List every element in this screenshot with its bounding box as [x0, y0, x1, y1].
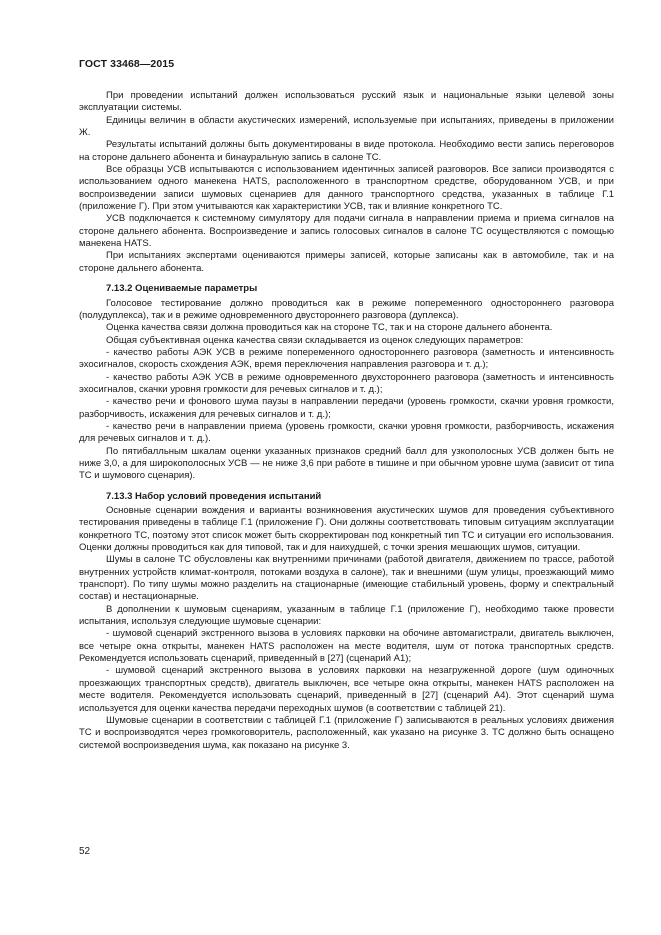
section-heading: 7.13.2 Оцениваемые параметры — [106, 283, 258, 295]
paragraph: Голосовое тестирование должно проводиться как в режиме попеременного одностороннего разговора (полудуплекса), так и в режиме одновременного двустороннего разговора (дуплекса). — [79, 297, 614, 321]
paragraph: В дополнении к шумовым сценариям, указанным в таблице Г.1 (приложение Г), необходимо также провести испытания, используя следующие шумовые сценарии: — [79, 603, 614, 628]
paragraph: Оценка качества связи должна проводиться как на стороне ТС, так и на стороне дальнего абонента. — [106, 322, 553, 334]
list-item: - качество работы АЭК УСВ в режиме попеременного одностороннего разговора (заметность и интенсивность эхосигналов, скорость схождения АЭК, время переключения направления разговора и т. д.); — [79, 346, 614, 371]
list-item: - качество речи в направлении приема (уровень громкости, скачки уровня громкости, разборчивость, искажения для речевых сигналов и т. д.). — [79, 420, 614, 445]
list-item: - шумовой сценарий экстренного вызова в условиях парковки на обочине автомагистрали, двигатель выключен, все четыре окна открыты, манекен HATS расположен на месте водителя, шум от потока транспортных средств. Рекомендуется использовать сценарий, приведенный в [27] (сценарий А1); — [79, 628, 614, 665]
paragraph: Шумы в салоне ТС обусловлены как внутренними причинами (работой двигателя, движением по трассе, работой внутренних устройств климат-контроля, потоками воздуха в салоне), так и внешними (шум улицы, проезжающий мимо транспорт). По типу шумы можно разделить на стационарные (имеющие стабильный уровень, форму и спектральный состав) и нестационарные. — [79, 554, 614, 603]
paragraph: Единицы величин в области акустических измерений, используемые при испытаниях, приведены в приложении Ж. — [79, 114, 614, 139]
document-body — [79, 90, 614, 752]
paragraph: Общая субъективная оценка качества связи складывается из оценок следующих параметров: — [106, 334, 524, 346]
paragraph: УСВ подключается к системному симулятору для подачи сигнала в направлении приема и приема сигналов на стороне дальнего абонента. Воспроизведение и запись голосовых сигналов в салоне ТС осуществляются с помощью манекена HATS. — [79, 213, 614, 250]
document-header: ГОСТ 33468—2015 — [79, 58, 175, 70]
paragraph: При испытаниях экспертами оцениваются примеры записей, которые записаны как в автомобиле, так и на стороне дальнего абонента. — [79, 250, 614, 274]
list-item: - качество работы АЭК УСВ в режиме одновременного двухстороннего разговора (заметность и интенсивность эхосигналов, скачки уровня громкости для речевых сигналов и т. д.); — [79, 371, 614, 395]
page-number: 52 — [79, 846, 91, 857]
list-item: - качество речи и фонового шума паузы в направлении передачи (уровень громкости, скачки уровня громкости, разборчивость, искажения для речевых сигналов и т. д.); — [79, 396, 614, 420]
paragraph: При проведении испытаний должен использоваться русский язык и национальные языки целевой зоны эксплуатации системы. — [79, 90, 614, 114]
list-item: - шумовой сценарий экстренного вызова в условиях парковки на незагруженной дороге (шум одиночных проезжающих транспортных средств), двигатель выключен, все четыре окна открыты, манекен HATS расположен на месте водителя. Рекомендуется использовать сценарий, приведенный в [27] (сценарий А4). Этот сценарий шума используется для оценки качества передачи переходных шумов (в соответствии с таблицей 21). — [79, 665, 614, 714]
section-heading: 7.13.3 Набор условий проведения испытаний — [106, 490, 322, 502]
paragraph: По пятибалльным шкалам оценки указанных признаков средний балл для узкополосных УСВ должен быть не ниже 3,0, а для широкополосных УСВ — не ниже 3,6 при работе в тишине и при обычном уровне шума (зависит от типа ТС и шумового сценария). — [79, 445, 614, 482]
paragraph: Основные сценарии вождения и варианты возникновения акустических шумов для проведения субъективного тестирования приведены в таблице Г.1 (приложение Г). Они должны соответствовать типовым ситуациям эксплуатации конкретного ТС, поэтому этот список может быть скорректирован под конкретный тип ТС и ситуации его использования. Оценки должны проводиться как для типовой, так и для наихудшей, с точки зрения мешающих шумов, ситуации. — [79, 505, 614, 554]
paragraph: Результаты испытаний должны быть документированы в виде протокола. Необходимо вести запись переговоров на стороне дальнего абонента и бинауральную запись в салоне ТС. — [79, 139, 614, 163]
paragraph: Все образцы УСВ испытываются с использованием идентичных записей разговоров. Все записи производятся с использованием одного манекена HATS, расположенного в транспортном средстве, оборудованном УСВ, и при воспроизведении записи шумовых сценариев для данного транспортного средства, указанных в таблице Г.1 (приложение Г). При этом учитываются как характеристики УСВ, так и влияние конкретного ТС. — [79, 164, 614, 213]
paragraph: Шумовые сценарии в соответствии с таблицей Г.1 (приложение Г) записываются в реальных условиях движения ТС и воспроизводятся через громкоговоритель, расположенный, как указано на рисунке 3. ТС должно быть оснащено системой воспроизведения шума, как показано на рисунке 3. — [79, 714, 614, 751]
